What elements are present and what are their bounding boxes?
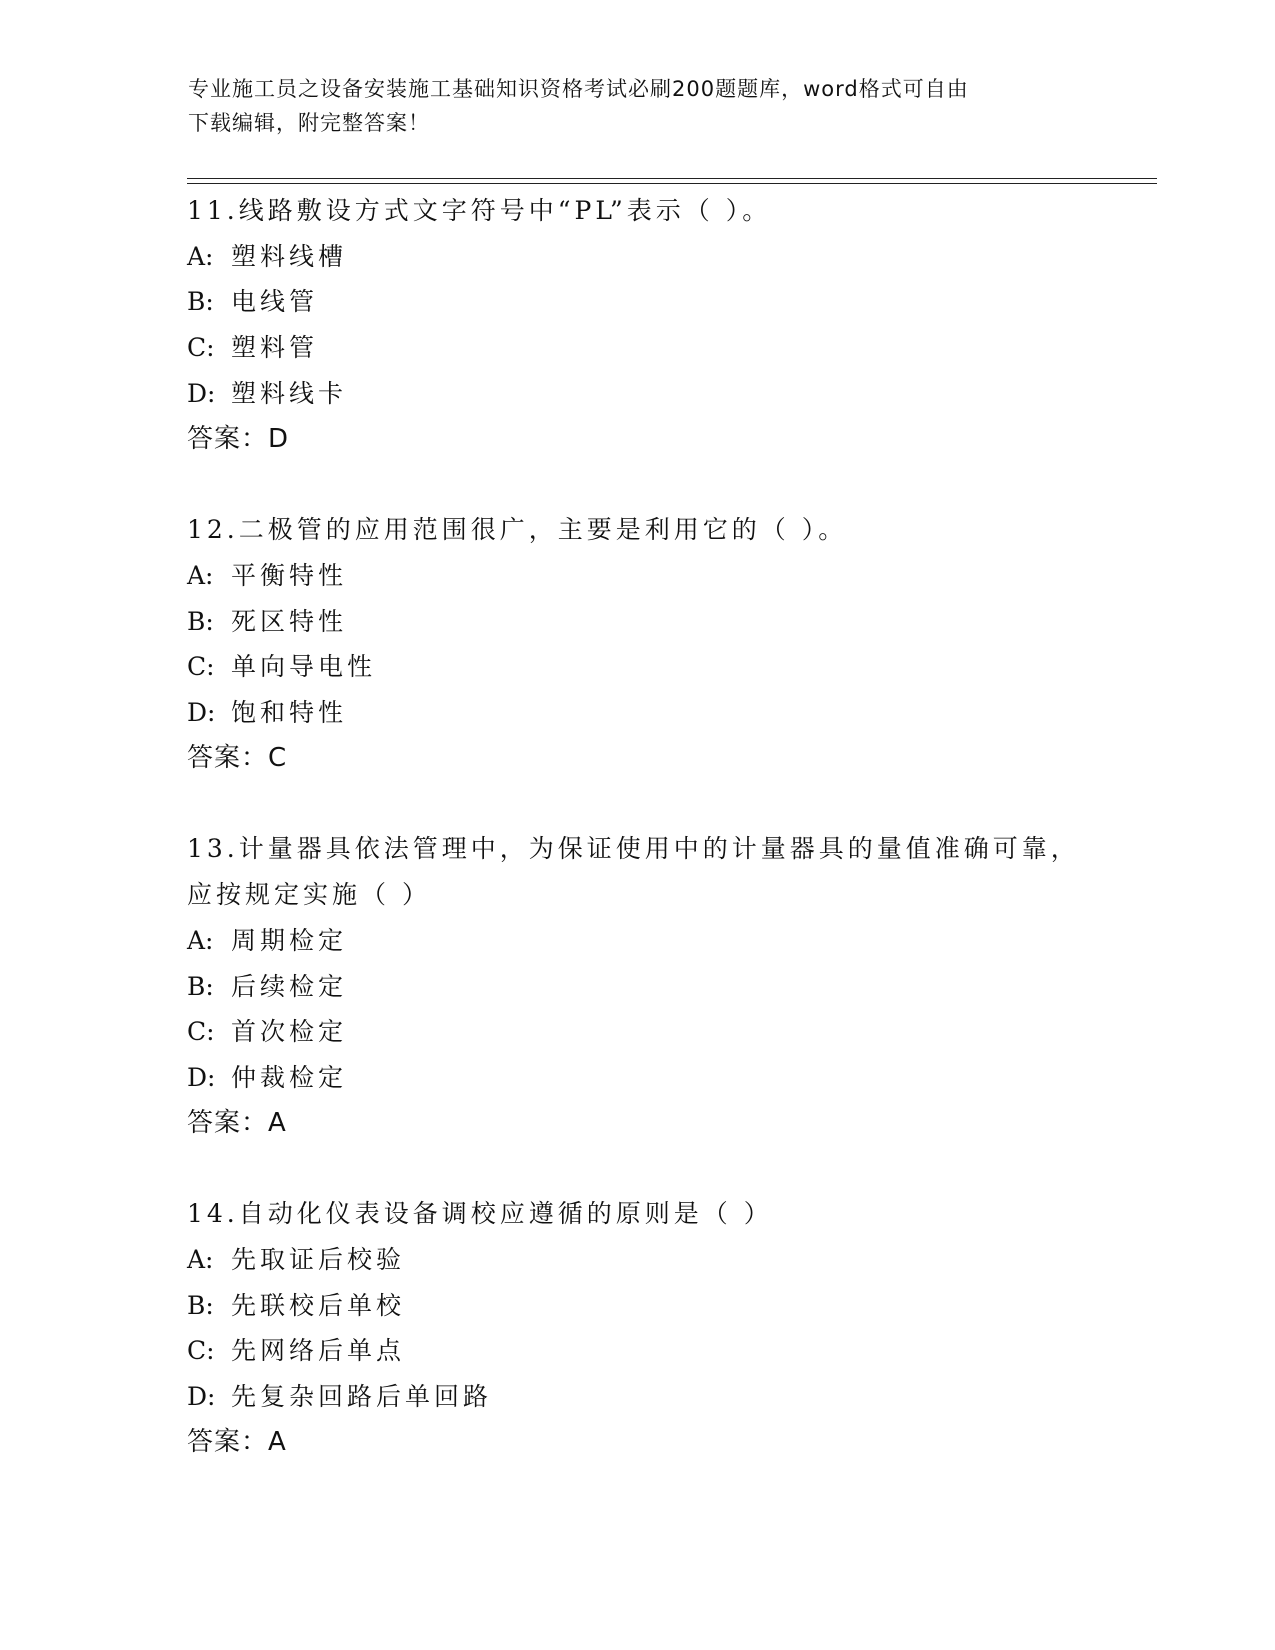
question-stem-continued: 应按规定实施（ ）	[187, 880, 431, 910]
option-c	[187, 1009, 1147, 1055]
question-stem: 14.自动化仪表设备调校应遵循的原则是（ ）	[187, 1199, 773, 1229]
option-a	[187, 1237, 1147, 1283]
option-text: 首次检定	[231, 1017, 348, 1047]
option-key: C:	[187, 1017, 215, 1047]
option-key: A:	[187, 1245, 214, 1275]
option-c	[187, 325, 1147, 371]
option-key: A:	[187, 560, 214, 590]
option-key: B:	[187, 1290, 214, 1320]
option-key: C:	[187, 1336, 215, 1366]
option-text: 塑料管	[231, 333, 319, 363]
question-stem: 12.二极管的应用范围很广，主要是利用它的（ ）。	[187, 515, 848, 545]
option-b	[187, 1283, 1147, 1329]
option-text: 死区特性	[231, 606, 348, 636]
option-a	[187, 918, 1147, 964]
option-text: 先联校后单校	[231, 1290, 406, 1320]
option-key: C:	[187, 333, 215, 363]
question-14	[187, 1191, 1147, 1465]
answer-line: 答案：D	[187, 423, 290, 454]
option-text: 周期检定	[231, 925, 348, 955]
question-12	[187, 507, 1147, 781]
option-text: 塑料线槽	[231, 241, 348, 271]
option-b	[187, 279, 1147, 325]
option-key: D:	[187, 1382, 216, 1412]
option-key: C:	[187, 652, 215, 682]
answer-line: 答案：A	[187, 1107, 287, 1138]
header-line-2: 下载编辑，附完整答案！	[188, 111, 430, 135]
question-stem: 13.计量器具依法管理中，为保证使用中的计量器具的量值准确可靠，	[187, 834, 1080, 864]
option-key: A:	[187, 241, 214, 271]
document-header	[188, 72, 1088, 140]
option-key: D:	[187, 378, 216, 408]
question-11	[187, 188, 1147, 462]
option-key: A:	[187, 925, 214, 955]
option-text: 仲裁检定	[231, 1062, 348, 1092]
header-divider-bottom	[187, 183, 1157, 184]
option-text: 先网络后单点	[231, 1336, 406, 1366]
option-key: D:	[187, 1062, 216, 1092]
option-text: 塑料线卡	[231, 378, 348, 408]
option-text: 平衡特性	[231, 560, 348, 590]
answer-line: 答案：C	[187, 742, 288, 773]
option-d	[187, 1374, 1147, 1420]
question-13	[187, 826, 1147, 1146]
option-text: 单向导电性	[231, 652, 377, 682]
question-list	[187, 188, 1147, 1511]
option-key: B:	[187, 606, 214, 636]
option-key: D:	[187, 698, 216, 728]
answer-line: 答案：A	[187, 1426, 287, 1457]
option-key: B:	[187, 971, 214, 1001]
option-a	[187, 553, 1147, 599]
header-divider-top	[187, 178, 1157, 179]
header-line-1: 专业施工员之设备安装施工基础知识资格考试必刷200题题库，word格式可自由	[188, 77, 969, 101]
option-b	[187, 599, 1147, 645]
option-d	[187, 690, 1147, 736]
question-stem: 11.线路敷设方式文字符号中“PL”表示（ ）。	[187, 196, 772, 225]
option-c	[187, 1328, 1147, 1374]
option-text: 后续检定	[231, 971, 348, 1001]
option-a	[187, 234, 1147, 280]
option-b	[187, 964, 1147, 1010]
option-d	[187, 371, 1147, 417]
option-text: 饱和特性	[231, 698, 348, 728]
option-c	[187, 644, 1147, 690]
option-text: 电线管	[231, 287, 319, 317]
option-text: 先取证后校验	[231, 1245, 406, 1275]
option-text: 先复杂回路后单回路	[231, 1382, 493, 1412]
option-key: B:	[187, 287, 214, 317]
option-d	[187, 1055, 1147, 1101]
